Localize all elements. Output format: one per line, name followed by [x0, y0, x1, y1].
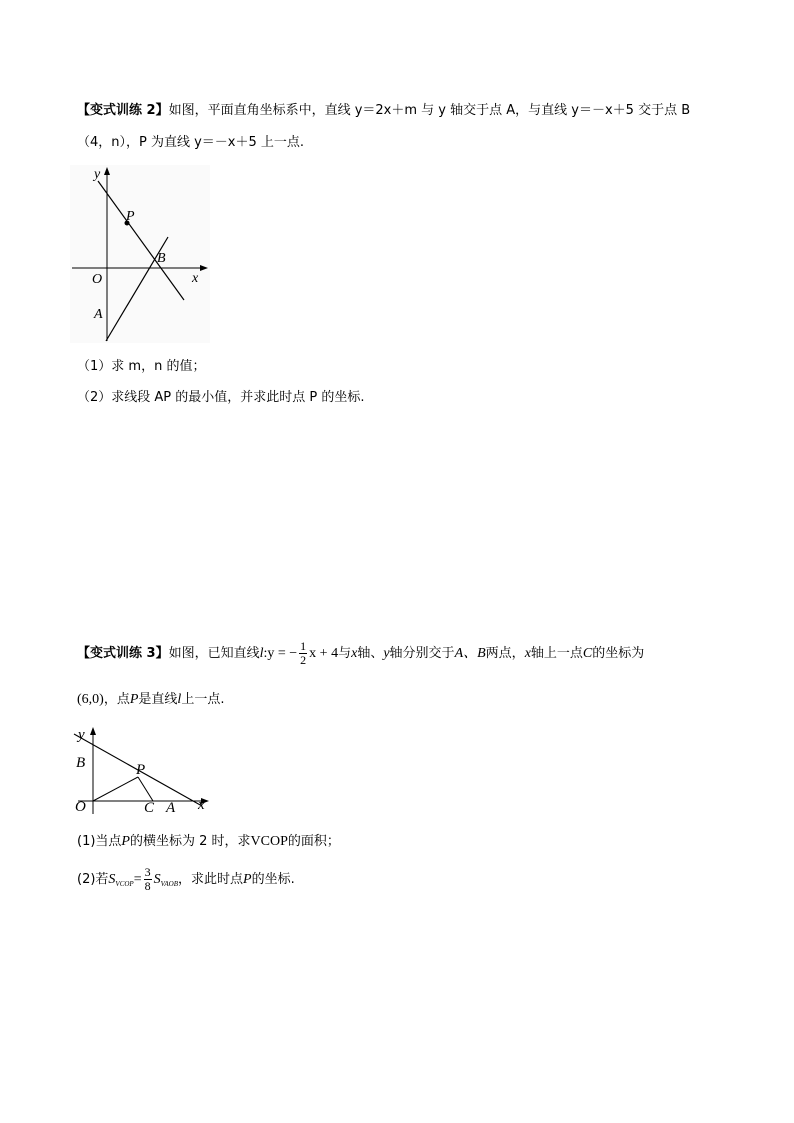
coord-c: (6,0) [77, 692, 104, 707]
label-y: y [78, 727, 85, 743]
label-p: P [126, 209, 135, 224]
problem2-figure [70, 165, 210, 343]
label-y: y [94, 167, 101, 182]
points-ab: A、B [454, 646, 486, 661]
label-b: B [157, 251, 166, 266]
text-point-on-axis: 轴上一点 [530, 646, 583, 661]
eq-fraction [299, 640, 307, 667]
point-c-text: C [582, 646, 593, 661]
q2-text-a: (2)若 [77, 872, 109, 887]
q2-equals: = [133, 872, 142, 887]
label-a: A [94, 307, 103, 322]
problem3-question2 [77, 866, 295, 898]
label-c: C [144, 800, 155, 816]
text-one-point: 上一点. [181, 692, 225, 707]
eq-colon-y: :y = − [263, 646, 298, 661]
problem3-figure [70, 724, 215, 816]
q2-text-b: ，求此时点 [177, 872, 243, 887]
var-y: y [383, 646, 390, 661]
problem2-question1: （1）求 m，n 的值； [77, 359, 206, 374]
q1-text-b: 的横坐标为 2 时，求 [129, 834, 251, 849]
label-b: B [76, 755, 86, 771]
text-axis: 轴、 [357, 646, 384, 661]
label-o: O [75, 799, 86, 815]
var-l: l [177, 692, 182, 707]
problem3-line2 [77, 690, 224, 710]
label-x: x [192, 271, 199, 286]
label-p: P [136, 762, 146, 778]
q2-sub1: VCOP [115, 880, 134, 888]
q1-text-a: (1)当点 [77, 834, 122, 849]
problem3-tag: 【变式训练 3】 [77, 646, 169, 661]
text-point: ，点 [103, 692, 130, 707]
q2-s2: S [153, 872, 161, 887]
problem2-question2: （2）求线段 AP 的最小值，并求此时点 P 的坐标. [77, 390, 365, 405]
text-two-points: 两点， [485, 646, 525, 661]
q2-fraction [144, 866, 152, 893]
label-a: A [166, 800, 176, 816]
segment-op [93, 777, 138, 801]
q1-point-p: P [121, 834, 130, 849]
text-coord-is: 的坐标为 [592, 646, 645, 661]
q1-triangle-cop: VCOP [250, 834, 288, 849]
problem3-intro: 如图，已知直线 [168, 646, 260, 661]
problem3-line1 [77, 638, 644, 670]
problem2-text-line1: 如图，平面直角坐标系中，直线 y＝2x＋m 与 y 轴交于点 A，与直线 y＝－x＋5 交于点 B [168, 103, 691, 118]
figure-background [70, 165, 210, 343]
problem2-line2: （4，n），P 为直线 y＝－x＋5 上一点. [77, 135, 305, 150]
eq-fraction-num: 1 [300, 639, 307, 653]
text-and: 与 [338, 646, 352, 661]
problem2-tag: 【变式训练 2】 [77, 103, 169, 118]
label-o: O [92, 272, 103, 287]
q2-fraction-num: 3 [144, 865, 151, 879]
y-axis-arrow [90, 727, 96, 735]
q2-s1: S [108, 872, 116, 887]
label-x: x [198, 797, 205, 813]
text-intersect: 轴分别交于 [389, 646, 455, 661]
q2-fraction-den: 8 [144, 879, 151, 893]
var-x2: x [524, 646, 531, 661]
q2-text-c: 的坐标. [251, 872, 295, 887]
point-p-text: P [129, 692, 139, 707]
eq-x-plus-4: x + 4 [309, 646, 339, 661]
q2-point-p: P [243, 872, 252, 887]
q2-sub2: VAOB [160, 880, 178, 888]
q1-text-c: 的面积； [287, 834, 340, 849]
var-x: x [351, 646, 358, 661]
eq-fraction-den: 2 [300, 653, 307, 667]
eq-l: l [259, 646, 264, 661]
segment-pc [138, 777, 153, 801]
problem2-line1 [77, 101, 690, 121]
text-is-on-line: 是直线 [138, 692, 178, 707]
problem3-question1 [77, 832, 340, 852]
